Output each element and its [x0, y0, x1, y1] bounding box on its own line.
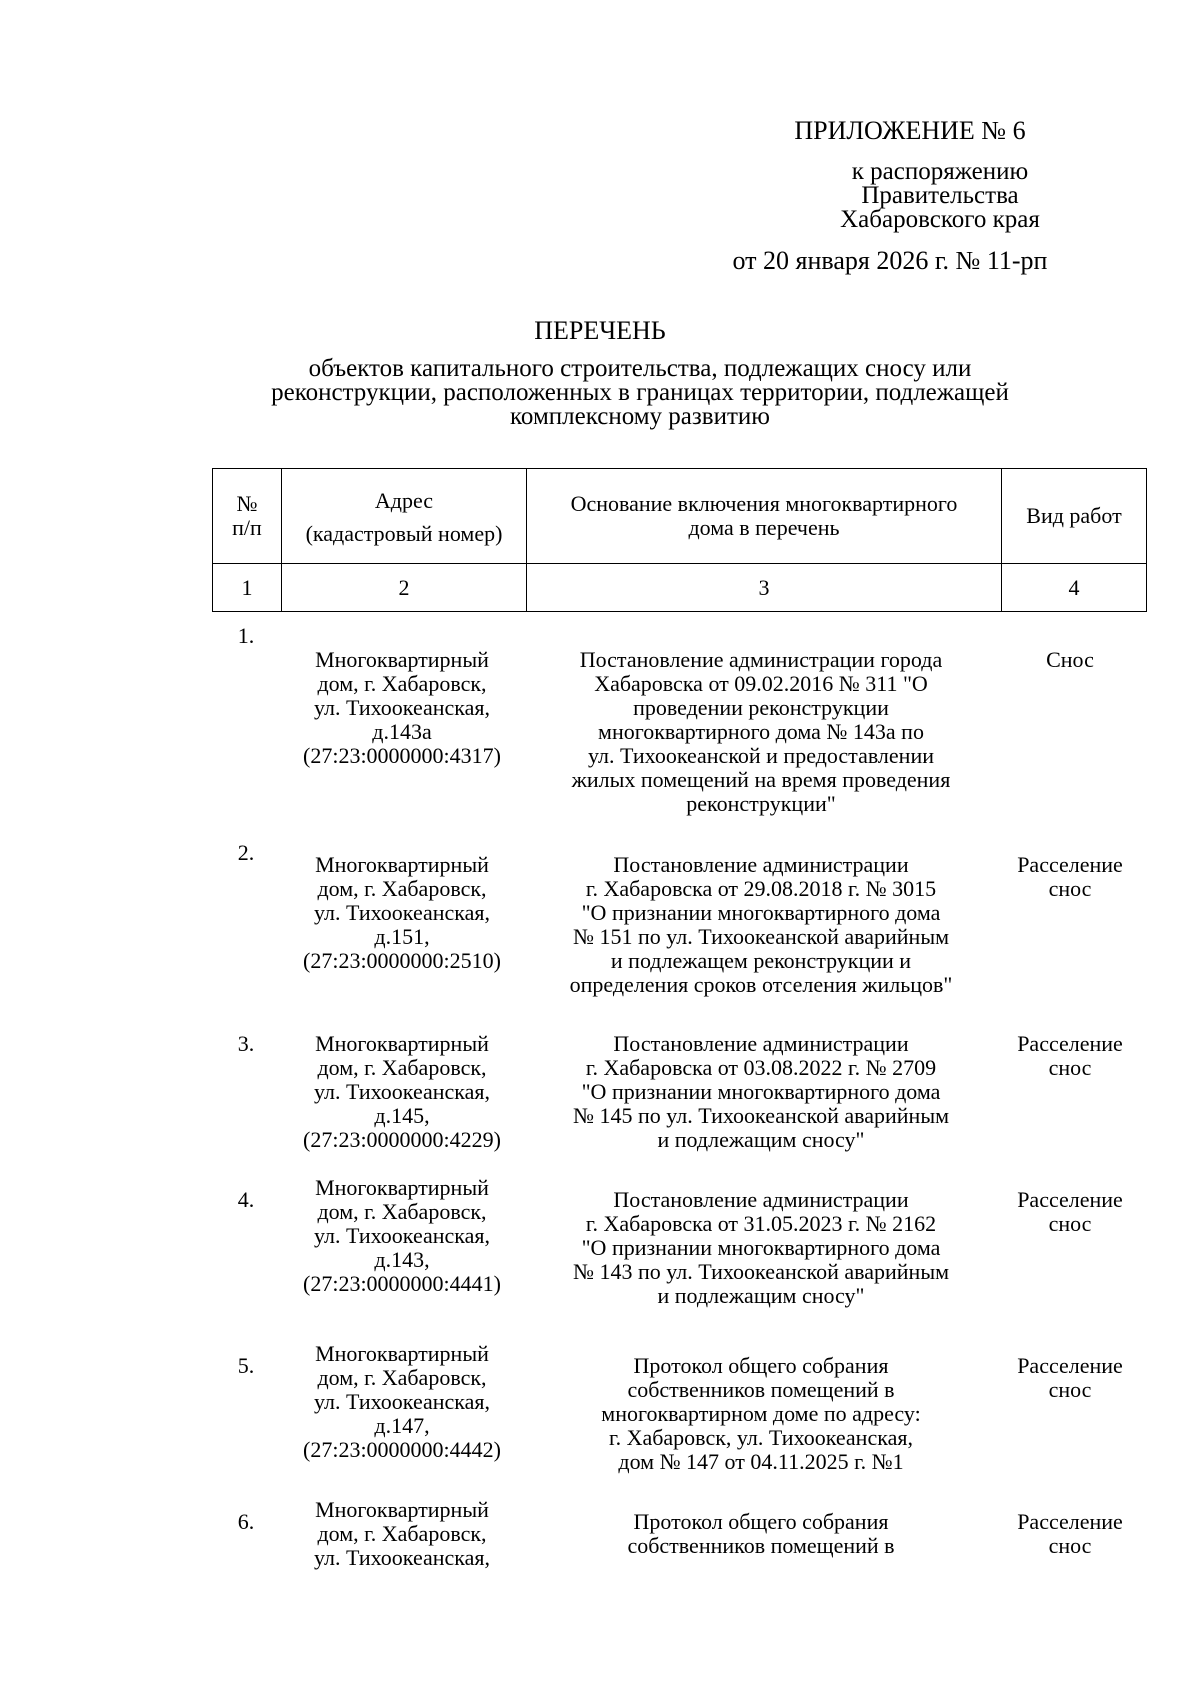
- column-number: 4: [1002, 564, 1147, 612]
- address-line: (27:23:0000000:2510): [303, 948, 501, 973]
- column-number: 1: [213, 564, 282, 612]
- address-line: Многоквартирный: [315, 1341, 489, 1366]
- work-line: снос: [1048, 1211, 1092, 1236]
- table-row: [212, 1341, 1142, 1474]
- document-title: ПЕРЕЧЕНЬ: [534, 316, 666, 345]
- basis-line: и подлежащим сносу": [657, 1127, 865, 1152]
- basis-line: и подлежащим сносу": [657, 1283, 865, 1308]
- address-line: (27:23:0000000:4441): [303, 1271, 501, 1296]
- table-row: [212, 1175, 1142, 1308]
- subtitle-line: комплексному развитию: [510, 403, 770, 430]
- address-line: ул. Тихоокеанская,: [313, 1389, 491, 1414]
- table-header: [212, 468, 1147, 612]
- header-address-line: (кадастровый номер): [305, 521, 503, 546]
- row-address: [280, 1342, 524, 1462]
- basis-line: определения сроков отселения жильцов": [569, 972, 953, 997]
- address-line: дом, г. Хабаровск,: [317, 1199, 487, 1224]
- basis-line: и подлежащем реконструкции и: [610, 948, 912, 973]
- work-line: Расселение: [1017, 1509, 1123, 1534]
- header-num: [213, 469, 282, 564]
- header-basis: [527, 469, 1002, 564]
- table-row: [212, 1031, 1142, 1152]
- basis-line: г. Хабаровска от 03.08.2022 г. № 2709: [585, 1055, 937, 1080]
- basis-line: г. Хабаровска от 29.08.2018 г. № 3015: [585, 876, 937, 901]
- row-number: 3.: [237, 1031, 255, 1056]
- basis-line: реконструкции": [686, 791, 836, 816]
- address-line: (27:23:0000000:4229): [303, 1127, 501, 1152]
- basis-line: собственников помещений в: [627, 1533, 895, 1558]
- work-line: снос: [1048, 1055, 1092, 1080]
- row-address: [280, 853, 524, 973]
- basis-line: ул. Тихоокеанской и предоставлении: [588, 743, 934, 768]
- row-basis: [524, 1032, 998, 1152]
- header-row: [213, 469, 1147, 564]
- address-line: Многоквартирный: [315, 1031, 489, 1056]
- table-row: [212, 623, 1142, 816]
- address-line: дом, г. Хабаровск,: [317, 671, 487, 696]
- address-line: д.143,: [374, 1247, 430, 1272]
- to-order-line: к распоряжению: [851, 158, 1029, 185]
- appendix-title: ПРИЛОЖЕНИЕ № 6: [794, 116, 1026, 145]
- address-line: дом, г. Хабаровск,: [317, 1521, 487, 1546]
- address-line: Многоквартирный: [315, 1175, 489, 1200]
- basis-line: № 143 по ул. Тихоокеанской аварийным: [572, 1259, 950, 1284]
- basis-line: Постановление администрации: [613, 1031, 909, 1056]
- work-line: Снос: [1046, 647, 1094, 672]
- basis-line: многоквартирного дома № 143а по: [598, 719, 924, 744]
- work-line: Расселение: [1017, 1187, 1123, 1212]
- basis-line: Протокол общего собрания: [633, 1509, 889, 1534]
- header-num-line: п/п: [232, 515, 262, 540]
- basis-line: г. Хабаровск, ул. Тихоокеанская,: [609, 1425, 913, 1450]
- row-work-type: [998, 1354, 1142, 1402]
- work-line: снос: [1048, 876, 1092, 901]
- row-address: [280, 648, 524, 768]
- row-work-type: [998, 1188, 1142, 1236]
- address-line: Многоквартирный: [315, 1497, 489, 1522]
- to-order-block: [780, 160, 1100, 232]
- column-number-row: [213, 564, 1147, 612]
- column-number: 3: [527, 564, 1002, 612]
- work-line: снос: [1048, 1377, 1092, 1402]
- column-number: 2: [282, 564, 527, 612]
- basis-line: № 145 по ул. Тихоокеанской аварийным: [572, 1103, 950, 1128]
- row-work-type: [998, 1510, 1142, 1558]
- row-number: 1.: [237, 623, 255, 648]
- row-address: [280, 1032, 524, 1152]
- basis-line: Постановление администрации: [613, 1187, 909, 1212]
- basis-line: собственников помещений в: [627, 1377, 895, 1402]
- basis-line: Протокол общего собрания: [633, 1353, 889, 1378]
- row-basis: [524, 1510, 998, 1558]
- row-address: [280, 1498, 524, 1570]
- order-date: от 20 января 2026 г. № 11-рп: [732, 246, 1048, 275]
- row-basis: [524, 648, 998, 816]
- row-basis: [524, 853, 998, 997]
- header-basis-line: Основание включения многоквартирного: [570, 491, 958, 516]
- row-number: 6.: [237, 1509, 255, 1534]
- work-line: Расселение: [1017, 1353, 1123, 1378]
- basis-line: жилых помещений на время проведения: [571, 767, 951, 792]
- address-line: дом, г. Хабаровск,: [317, 876, 487, 901]
- basis-line: "О признании многоквартирного дома: [581, 1079, 941, 1104]
- table-row: [212, 1497, 1142, 1570]
- address-line: ул. Тихоокеанская,: [313, 1079, 491, 1104]
- address-line: д.143а: [372, 719, 432, 744]
- address-line: дом, г. Хабаровск,: [317, 1055, 487, 1080]
- work-line: Расселение: [1017, 852, 1123, 877]
- to-order-line: Правительства: [861, 182, 1019, 209]
- row-number: 5.: [237, 1353, 255, 1378]
- row-number: 2.: [237, 840, 255, 865]
- address-line: Многоквартирный: [315, 647, 489, 672]
- row-basis: [524, 1188, 998, 1308]
- basis-line: проведении реконструкции: [633, 695, 889, 720]
- row-work-type: [998, 1032, 1142, 1080]
- basis-line: № 151 по ул. Тихоокеанской аварийным: [572, 924, 950, 949]
- basis-line: Хабаровска от 09.02.2016 № 311 "О: [594, 671, 928, 696]
- basis-line: г. Хабаровска от 31.05.2023 г. № 2162: [585, 1211, 937, 1236]
- basis-line: Постановление администрации: [613, 852, 909, 877]
- address-line: ул. Тихоокеанская,: [313, 1223, 491, 1248]
- table-row: [212, 840, 1142, 997]
- subtitle-line: реконструкции, расположенных в границах территории, подлежащей: [271, 379, 1009, 406]
- document-subtitle: [230, 357, 1050, 429]
- basis-line: Постановление администрации города: [579, 647, 943, 672]
- header-work: Вид работ: [1002, 469, 1147, 564]
- row-basis: [524, 1354, 998, 1474]
- address-line: д.151,: [374, 924, 430, 949]
- row-work-type: [998, 853, 1142, 901]
- row-address: [280, 1176, 524, 1296]
- header-num-line: №: [236, 491, 258, 516]
- address-line: (27:23:0000000:4442): [303, 1437, 501, 1462]
- work-line: снос: [1048, 1533, 1092, 1558]
- row-number: 4.: [237, 1187, 255, 1212]
- address-line: Многоквартирный: [315, 852, 489, 877]
- row-work-type: [998, 648, 1142, 672]
- address-line: д.145,: [374, 1103, 430, 1128]
- basis-line: "О признании многоквартирного дома: [581, 1235, 941, 1260]
- header-address-line: Адрес: [374, 488, 434, 513]
- to-order-line: Хабаровского края: [840, 206, 1040, 233]
- address-line: д.147,: [374, 1413, 430, 1438]
- subtitle-line: объектов капитального строительства, подлежащих сносу или: [308, 355, 972, 382]
- address-line: ул. Тихоокеанская,: [313, 695, 491, 720]
- work-line: Расселение: [1017, 1031, 1123, 1056]
- address-line: ул. Тихоокеанская,: [313, 900, 491, 925]
- header-basis-line: дома в перечень: [688, 515, 840, 540]
- basis-line: многоквартирном доме по адресу:: [601, 1401, 921, 1426]
- header-address: [282, 469, 527, 564]
- basis-line: дом № 147 от 04.11.2025 г. №1: [618, 1449, 904, 1474]
- address-line: (27:23:0000000:4317): [303, 743, 501, 768]
- basis-line: "О признании многоквартирного дома: [581, 900, 941, 925]
- address-line: дом, г. Хабаровск,: [317, 1365, 487, 1390]
- address-line: ул. Тихоокеанская,: [313, 1545, 491, 1570]
